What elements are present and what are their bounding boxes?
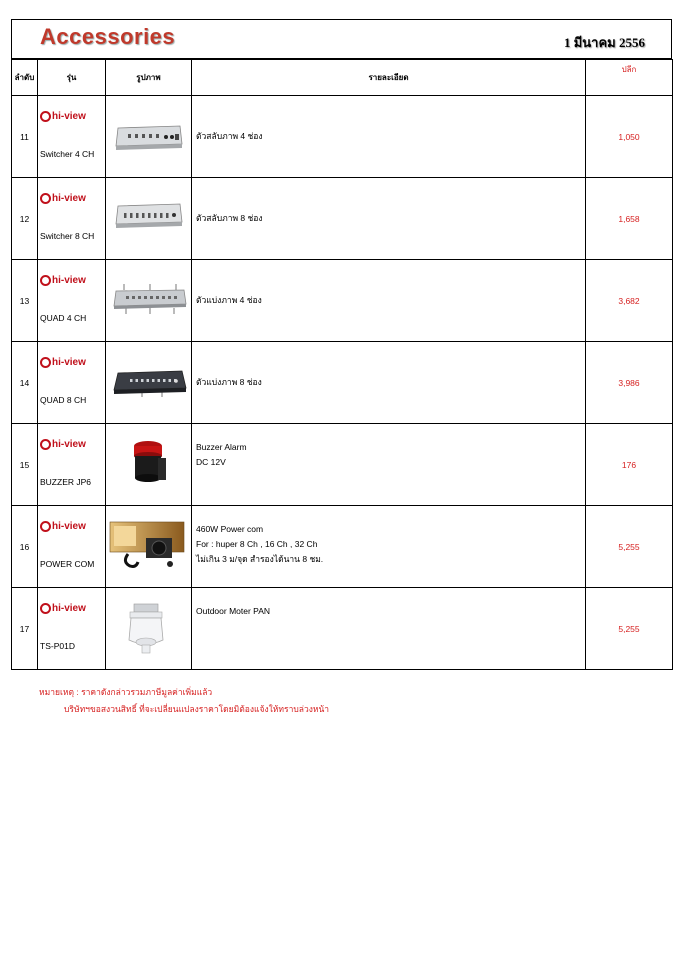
detail-cell bbox=[192, 588, 586, 670]
detail-cell bbox=[192, 506, 586, 588]
hiview-logo bbox=[40, 111, 86, 122]
col-header-image: รูปภาพ bbox=[106, 60, 192, 96]
image-cell bbox=[106, 260, 192, 342]
note-price-change: บริษัทฯขอสงวนสิทธิ์ ที่จะเปลี่ยนแปลงราคาโดยมิต้องแจ้งให้ทราบล่วงหน้า bbox=[64, 704, 330, 714]
model-name: Switcher 8 CH bbox=[40, 231, 95, 241]
pan-motor-device bbox=[124, 602, 168, 660]
detail-line: DC 12V bbox=[196, 457, 226, 467]
hiview-logo bbox=[40, 521, 86, 532]
hiview-logo-icon bbox=[40, 111, 51, 122]
detail-cell bbox=[192, 178, 586, 260]
model-cell bbox=[38, 260, 106, 342]
image-cell bbox=[106, 342, 192, 424]
price-value: 5,255 bbox=[586, 506, 673, 588]
model-name: Switcher 4 CH bbox=[40, 149, 95, 159]
model-name: BUZZER JP6 bbox=[40, 477, 92, 487]
image-cell bbox=[106, 96, 192, 178]
brand-name: hi-view bbox=[52, 111, 86, 122]
quad-8ch-device bbox=[112, 366, 188, 404]
brand-name: hi-view bbox=[52, 603, 86, 614]
price-value: 1,050 bbox=[586, 96, 673, 178]
switcher-8ch-device bbox=[114, 200, 184, 234]
switcher-4ch-device bbox=[114, 122, 184, 156]
hiview-logo-icon bbox=[40, 357, 51, 368]
model-cell bbox=[38, 506, 106, 588]
hiview-logo-icon bbox=[40, 603, 51, 614]
row-number: 15 bbox=[12, 424, 38, 506]
detail-line: 460W Power com bbox=[196, 524, 264, 534]
detail-line: Buzzer Alarm bbox=[196, 442, 247, 452]
detail-cell bbox=[192, 424, 586, 506]
price-value: 1,658 bbox=[586, 178, 673, 260]
detail-cell bbox=[192, 342, 586, 424]
detail-line: ตัวสลับภาพ 8 ช่อง bbox=[196, 213, 263, 223]
price-value: 3,986 bbox=[586, 342, 673, 424]
row-number: 12 bbox=[12, 178, 38, 260]
col-header-no: ลำดับ bbox=[12, 60, 38, 96]
row-number: 14 bbox=[12, 342, 38, 424]
col-header-model: รุ่น bbox=[38, 60, 106, 96]
image-cell bbox=[106, 424, 192, 506]
detail-cell bbox=[192, 260, 586, 342]
hiview-logo bbox=[40, 439, 86, 450]
price-table bbox=[11, 59, 673, 670]
detail-line: ตัวสลับภาพ 4 ช่อง bbox=[196, 131, 263, 141]
price-value: 176 bbox=[586, 424, 673, 506]
image-cell bbox=[106, 588, 192, 670]
brand-name: hi-view bbox=[52, 357, 86, 368]
hiview-logo bbox=[40, 275, 86, 286]
note-vat: หมายเหตุ : ราคาดังกล่าวรวมภาษีมูลค่าเพิ่มแล้ว bbox=[39, 687, 213, 697]
model-cell bbox=[38, 342, 106, 424]
hiview-logo-icon bbox=[40, 275, 51, 286]
model-cell bbox=[38, 96, 106, 178]
model-cell bbox=[38, 424, 106, 506]
price-date: 1 มีนาคม 2556 bbox=[563, 35, 645, 50]
table-row bbox=[12, 342, 673, 424]
row-number: 13 bbox=[12, 260, 38, 342]
image-cell bbox=[106, 178, 192, 260]
table-header-row bbox=[12, 60, 673, 96]
hiview-logo bbox=[40, 357, 86, 368]
brand-name: hi-view bbox=[52, 275, 86, 286]
hiview-logo-icon bbox=[40, 193, 51, 204]
hiview-logo bbox=[40, 193, 86, 204]
col-header-detail: รายละเอียด bbox=[192, 60, 586, 96]
table-row bbox=[12, 96, 673, 178]
detail-cell bbox=[192, 96, 586, 178]
detail-line: ตัวแบ่งภาพ 4 ช่อง bbox=[196, 295, 262, 305]
page-title: Accessories bbox=[40, 24, 176, 49]
table-row bbox=[12, 178, 673, 260]
hiview-logo-icon bbox=[40, 521, 51, 532]
model-name: QUAD 4 CH bbox=[40, 313, 87, 323]
sheet-header bbox=[11, 19, 672, 59]
row-number: 16 bbox=[12, 506, 38, 588]
quad-4ch-device bbox=[112, 282, 188, 320]
row-number: 11 bbox=[12, 96, 38, 178]
model-cell bbox=[38, 178, 106, 260]
model-cell bbox=[38, 588, 106, 670]
detail-line: ตัวแบ่งภาพ 8 ช่อง bbox=[196, 377, 262, 387]
hiview-logo-icon bbox=[40, 439, 51, 450]
detail-line: For : huper 8 Ch , 16 Ch , 32 Ch bbox=[196, 539, 318, 549]
table-row bbox=[12, 588, 673, 670]
buzzer-device bbox=[126, 438, 170, 490]
price-sheet bbox=[11, 19, 672, 670]
power-supply-device bbox=[108, 520, 188, 574]
table-row bbox=[12, 506, 673, 588]
brand-name: hi-view bbox=[52, 193, 86, 204]
model-name: POWER COM bbox=[40, 559, 95, 569]
table-row bbox=[12, 424, 673, 506]
table-row bbox=[12, 260, 673, 342]
price-value: 5,255 bbox=[586, 588, 673, 670]
image-cell bbox=[106, 506, 192, 588]
price-value: 3,682 bbox=[586, 260, 673, 342]
detail-line: ไม่เกิน 3 ม/จุด สำรองได้นาน 8 ชม. bbox=[196, 554, 324, 564]
brand-name: hi-view bbox=[52, 439, 86, 450]
model-name: TS-P01D bbox=[40, 641, 75, 651]
col-header-price: ปลีก bbox=[586, 60, 673, 96]
detail-line: Outdoor Moter PAN bbox=[196, 606, 271, 616]
model-name: QUAD 8 CH bbox=[40, 395, 87, 405]
hiview-logo bbox=[40, 603, 86, 614]
brand-name: hi-view bbox=[52, 521, 86, 532]
row-number: 17 bbox=[12, 588, 38, 670]
